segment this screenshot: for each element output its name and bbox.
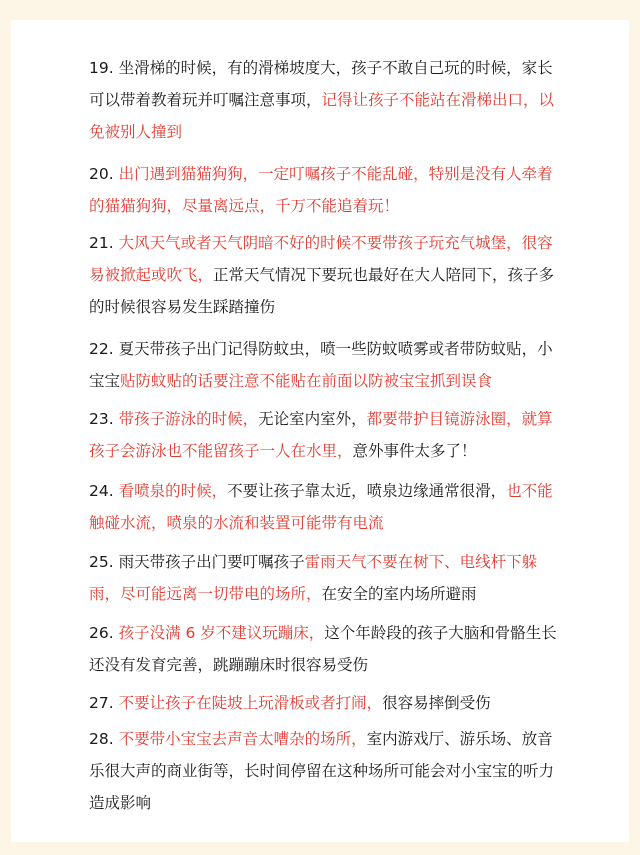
tip-item-28	[89, 723, 561, 819]
tip-item-26	[89, 617, 561, 681]
tip-text: 正常天气情况下要玩也最好在大人陪同下，孩子多的时候很容易发生踩踏撞伤	[89, 266, 555, 316]
tip-item-20	[89, 158, 561, 222]
tip-highlight: 都要带护目镜游泳圈，就算孩子会游泳也不能留孩子一人在水里，	[89, 410, 553, 460]
tip-highlight: 不要带小宝宝去声音太嘈杂的场所，	[118, 730, 367, 748]
tip-highlight: 大风天气或者天气阴暗不好的时候不要带孩子玩充气城堡，很容易被掀起或吹飞，	[89, 234, 553, 284]
tip-number: 21.	[89, 234, 119, 252]
tip-text: 室内游戏厅、游乐场、放音乐很大声的商业街等，长时间停留在这种场所可能会对小宝宝的听力造成影响	[89, 730, 555, 812]
tip-item-24	[89, 475, 561, 539]
tip-text: 在安全的室内场所避雨	[321, 585, 477, 603]
tip-text: 很容易摔倒受伤	[382, 694, 491, 712]
tip-number: 26.	[89, 624, 119, 642]
tip-text: 无论室内室外，	[258, 410, 367, 428]
tip-highlight: 记得让孩子不能站在滑梯出口，以免被别人撞到	[89, 91, 555, 141]
tip-item-19	[89, 52, 561, 148]
tip-highlight: 带孩子游泳的时候，	[118, 410, 259, 428]
tip-number: 20.	[89, 165, 119, 183]
tip-highlight: 出门遇到猫猫狗狗，一定叮嘱孩子不能乱碰，特别是没有人牵着的猫猫狗狗，尽量离远点，千万不能追着玩！	[89, 165, 553, 215]
tip-item-25	[89, 546, 561, 610]
tip-highlight: 也不能触碰水流，喷泉的水流和装置可能带有电流	[89, 482, 553, 532]
tip-highlight: 看喷泉的时候，	[118, 482, 228, 500]
tip-text: 19. 坐滑梯的时候，有的滑梯坡度大，孩子不敢自己玩的时候，家长可以带着教着玩并叮嘱注意事项，	[89, 59, 553, 109]
tip-text: 22. 夏天带孩子出门记得防蚊虫，喷一些防蚊喷雾或者带防蚊贴，小宝宝	[89, 340, 553, 390]
tip-highlight: 贴防蚊贴的话要注意不能贴在前面以防被宝宝抓到误食	[120, 372, 493, 390]
tip-item-27	[89, 687, 561, 719]
tip-number: 23.	[89, 410, 119, 428]
tip-text: 不要让孩子靠太近，喷泉边缘通常很滑，	[227, 482, 507, 500]
tip-number: 28.	[89, 730, 119, 748]
tip-highlight: 不要让孩子在陡坡上玩滑板或者打闹，	[118, 694, 383, 712]
tip-item-23	[89, 403, 561, 467]
tip-number: 27.	[89, 694, 119, 712]
tip-text: 意外事件太多了！	[352, 442, 477, 460]
tip-highlight: 雷雨天气不要在树下、电线杆下躲雨，尽可能远离一切带电的场所，	[89, 553, 538, 603]
tip-item-21	[89, 227, 561, 323]
tip-item-22	[89, 333, 561, 397]
tip-number: 24.	[89, 482, 119, 500]
tip-text: 25. 雨天带孩子出门要叮嘱孩子	[89, 553, 305, 571]
tip-text: 这个年龄段的孩子大脑和骨骼生长还没有发育完善，跳蹦蹦床时很容易受伤	[89, 624, 557, 674]
tip-highlight: 孩子没满 6 岁不建议玩蹦床，	[118, 624, 325, 642]
